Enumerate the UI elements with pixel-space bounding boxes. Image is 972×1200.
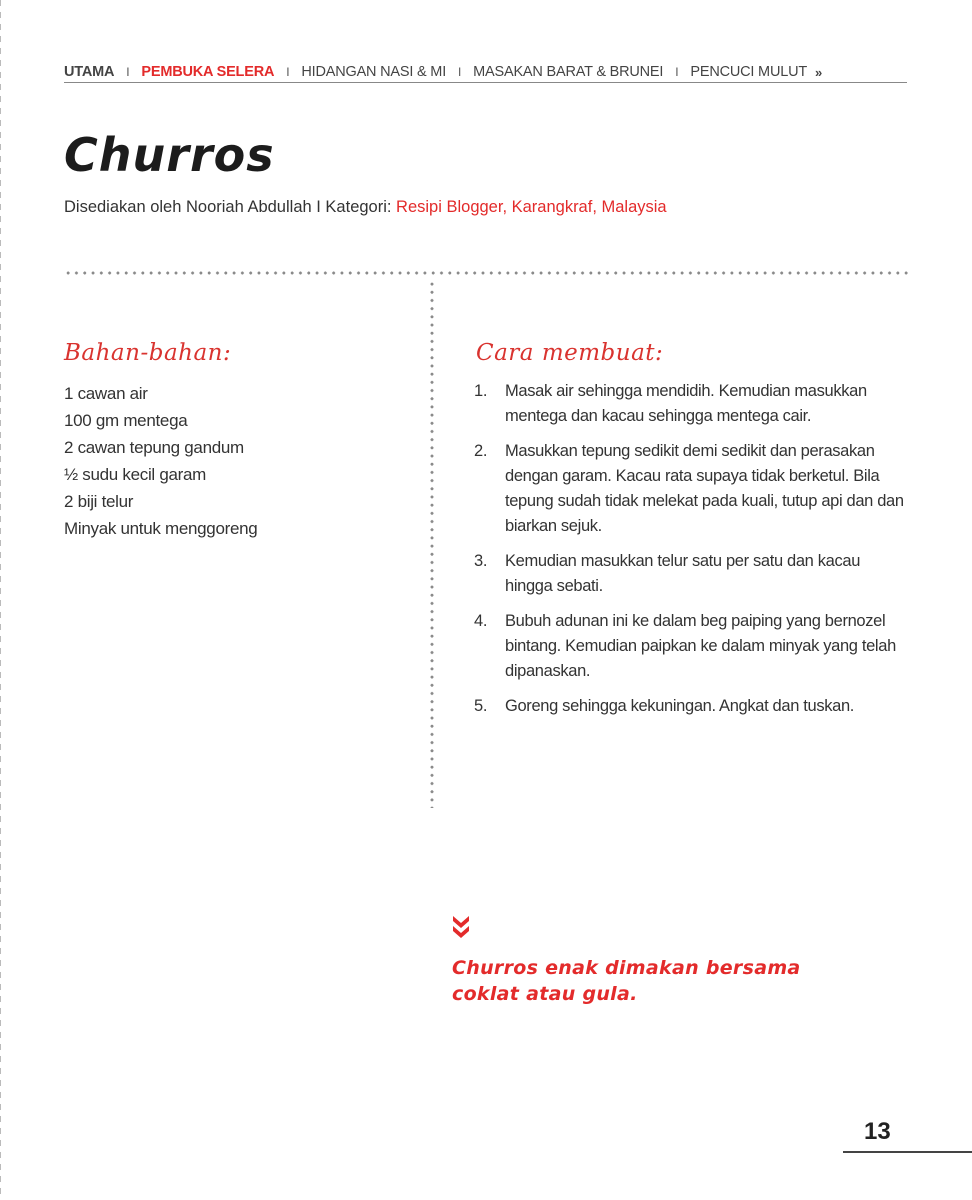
method-step [474,694,906,719]
double-chevron-down-icon [451,914,471,940]
ingredient-item: Minyak untuk menggoreng [64,519,258,538]
step-text: Kemudian masukkan telur satu per satu dan kacau hingga sebati. [505,552,861,595]
step-number: 2. [474,442,488,460]
page-number-rule [843,1151,972,1153]
nav-separator: I [286,65,290,79]
step-text: Masukkan tepung sedikit demi sedikit dan perasakan dengan garam. Kacau rata supaya tidak berketul. Bila tepung sudah tidak melekat pada kuali, tutup api dan dan biarkan sejuk. [505,442,904,535]
recipe-byline [64,198,667,217]
nav-item-utama[interactable]: UTAMA [64,64,115,80]
tip-text: Churros enak dimakan bersama coklat atau gula. [452,957,801,1005]
ingredients-list [64,380,257,542]
dotted-divider-vertical [430,280,434,808]
nav-separator: I [458,65,462,79]
nav-item-hidangan-nasi-mi[interactable]: HIDANGAN NASI & MI [301,64,447,80]
nav-divider [64,82,907,83]
step-number: 3. [474,552,488,570]
byline-author: Disediakan oleh Nooriah Abdullah I Kategori: [64,198,397,216]
nav-separator: I [126,65,130,79]
step-number: 5. [474,697,488,715]
method-step [474,609,906,684]
method-step [474,549,906,599]
method-step [474,379,906,429]
nav-item-masakan-barat-brunei[interactable]: MASAKAN BARAT & BRUNEI [473,64,664,80]
nav-item-pembuka-selera[interactable]: PEMBUKA SELERA [141,64,275,80]
method-step [474,439,906,539]
nav-item-pencuci-mulut[interactable]: PENCUCI MULUT [690,64,808,80]
byline-categories[interactable]: Resipi Blogger, Karangkraf, Malaysia [396,198,667,216]
nav-more-icon[interactable]: » [815,64,823,80]
step-text: Bubuh adunan ini ke dalam beg paiping yang bernozel bintang. Kemudian paipkan ke dalam minyak yang telah dipanaskan. [505,612,896,680]
recipe-title: Churros [64,128,275,182]
page-number: 13 [864,1118,891,1145]
ingredient-item: 1 cawan air [64,384,148,403]
top-navigation [64,62,907,82]
step-text: Goreng sehingga kekuningan. Angkat dan tuskan. [505,697,855,715]
step-number: 1. [474,382,488,400]
page-edge [0,0,1,1200]
method-steps [474,379,906,729]
nav-separator: I [675,65,679,79]
ingredient-item: ½ sudu kecil garam [64,465,207,484]
step-number: 4. [474,612,488,630]
ingredient-item: 2 biji telur [64,492,134,511]
dotted-divider-horizontal [64,271,909,275]
step-text: Masak air sehingga mendidih. Kemudian masukkan mentega dan kacau sehingga mentega cair. [505,382,867,425]
ingredient-item: 2 cawan tepung gandum [64,438,244,457]
ingredient-item: 100 gm mentega [64,411,188,430]
ingredients-heading: Bahan-bahan: [64,340,232,366]
method-heading: Cara membuat: [476,340,664,366]
